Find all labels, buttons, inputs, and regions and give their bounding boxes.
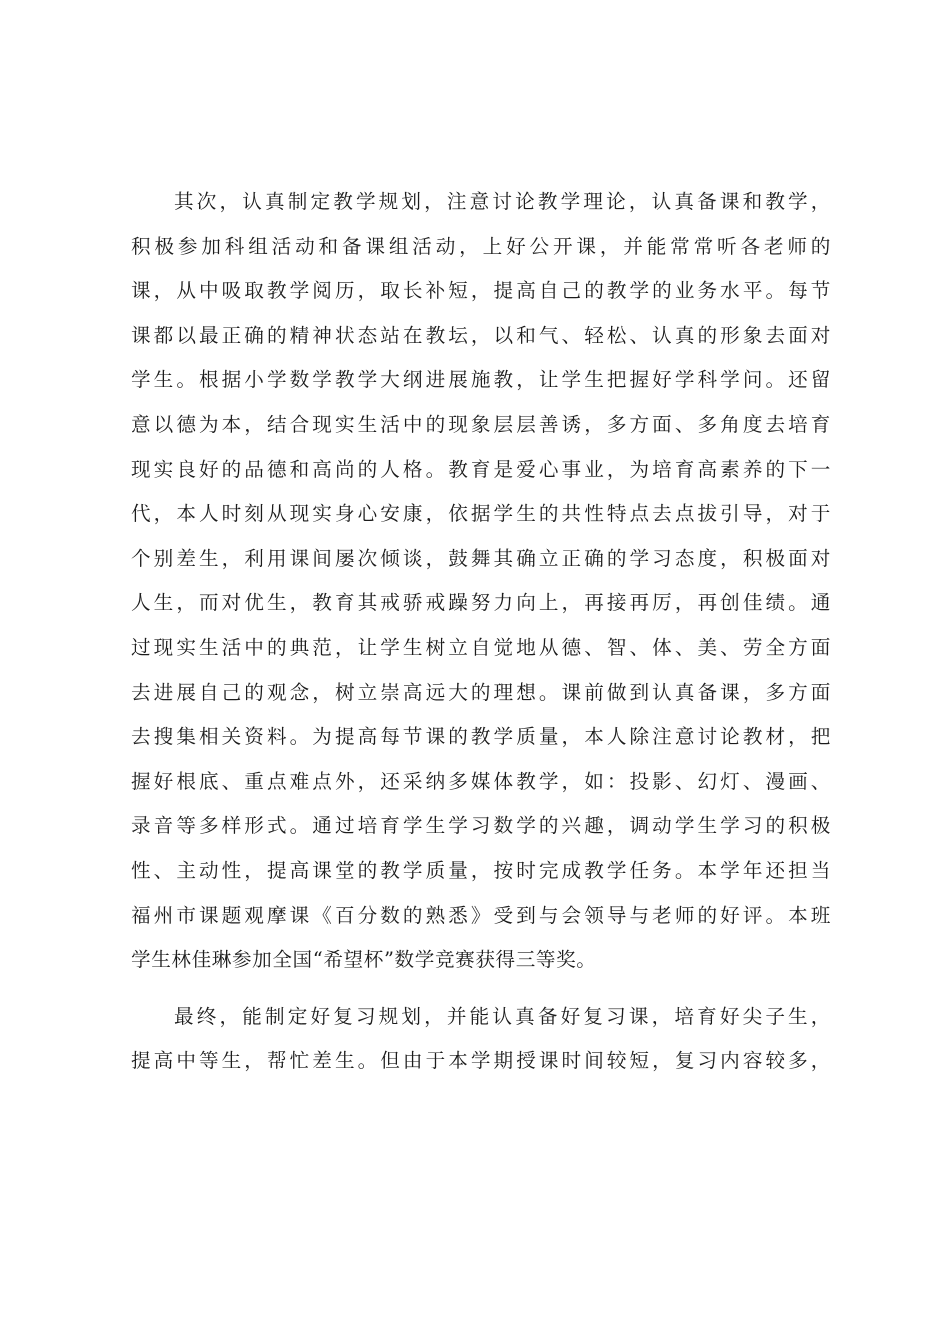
paragraph-line: 积极参加科组活动和备课组活动，上好公开课，并能常常听各老师的 bbox=[131, 234, 831, 258]
paragraph-line: 去搜集相关资料。为提高每节课的教学质量，本人除注意讨论教材，把 bbox=[131, 725, 831, 749]
paragraph-review bbox=[131, 995, 831, 1084]
paragraph-line: 现实良好的品德和高尚的人格。教育是爱心事业，为培育高素养的下一 bbox=[131, 457, 831, 481]
paragraph-teaching bbox=[131, 180, 831, 983]
paragraph-line: 提高中等生，帮忙差生。但由于本学期授课时间较短，复习内容较多， bbox=[131, 1049, 831, 1073]
paragraph-spacer bbox=[131, 983, 831, 995]
paragraph-line: 福州市课题观摩课《百分数的熟悉》受到与会领导与老师的好评。本班 bbox=[131, 903, 831, 927]
paragraph-line: 课，从中吸取教学阅历，取长补短，提高自己的教学的业务水平。每节 bbox=[131, 279, 831, 303]
paragraph-line: 过现实生活中的典范，让学生树立自觉地从德、智、体、美、劳全方面 bbox=[131, 635, 831, 659]
paragraph-line: 意以德为本，结合现实生活中的现象层层善诱，多方面、多角度去培育 bbox=[131, 412, 831, 436]
paragraph-line: 学生林佳琳参加全国“希望杯”数学竞赛获得三等奖。 bbox=[131, 948, 597, 972]
paragraph-line: 学生。根据小学数学教学大纲进展施教，让学生把握好学科学问。还留 bbox=[131, 368, 831, 392]
paragraph-line: 最终，能制定好复习规划，并能认真备好复习课，培育好尖子生， bbox=[174, 1004, 831, 1028]
paragraph-line: 去进展自己的观念，树立崇高远大的理想。课前做到认真备课，多方面 bbox=[131, 680, 831, 704]
paragraph-line: 人生，而对优生，教育其戒骄戒躁努力向上，再接再厉，再创佳绩。通 bbox=[131, 591, 831, 615]
paragraph-line: 课都以最正确的精神状态站在教坛，以和气、轻松、认真的形象去面对 bbox=[131, 323, 831, 347]
document-body bbox=[131, 180, 831, 1084]
paragraph-line: 握好根底、重点难点外，还采纳多媒体教学，如：投影、幻灯、漫画、 bbox=[131, 769, 831, 793]
paragraph-line: 性、主动性，提高课堂的教学质量，按时完成教学任务。本学年还担当 bbox=[131, 858, 831, 882]
paragraph-line: 代，本人时刻从现实身心安康，依据学生的共性特点去点拔引导，对于 bbox=[131, 502, 831, 526]
paragraph-line: 个别差生，利用课间屡次倾谈，鼓舞其确立正确的学习态度，积极面对 bbox=[131, 546, 831, 570]
paragraph-line: 录音等多样形式。通过培育学生学习数学的兴趣，调动学生学习的积极 bbox=[131, 814, 831, 838]
paragraph-line: 其次，认真制定教学规划，注意讨论教学理论，认真备课和教学， bbox=[174, 190, 831, 213]
